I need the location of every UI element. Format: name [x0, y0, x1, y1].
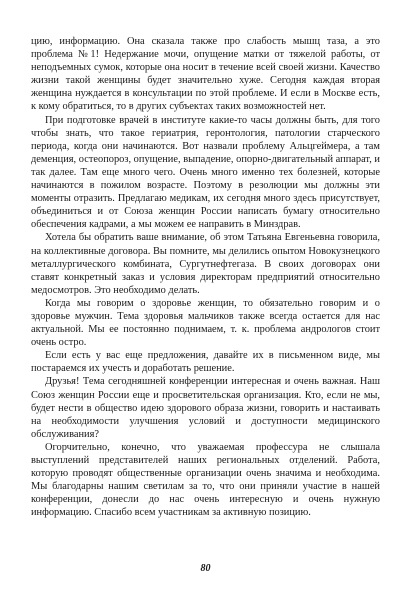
- paragraph: цию, информацию. Она сказала также про слабость мышц таза, а это проблема №1! Недержание мочи, опущение матки от тяжелой работы, от неподъемных сумок, которые она носит в течение всей своей жизни. Качество жизни такой женщины будет значительно хуже. Сегодня каждая вторая женщина нуждается в консультации по этой проблеме. И если в Москве есть, к кому обратиться, то в других субъектах таких возможностей нет.: [31, 36, 380, 113]
- paragraph: Когда мы говорим о здоровье женщин, то обязательно говорим и о здоровье мужчин. Тема здоровья мальчиков также всегда остается для нас актуальной. Мы ее постоянно поднимаем, т. к. проблема андрологов стоит очень остро.: [31, 297, 380, 349]
- paragraph: Огорчительно, конечно, что уважаемая профессура не слышала выступлений представителей наших региональных отделений. Работа, которую проводят общественные организации очень значима и необходима. Мы благодарны нашим светилам за то, что они приняли участие в нашей конференции, донесли до нас очень интересную и очень нужную информацию. Спасибо всем участникам за активную позицию.: [31, 441, 380, 519]
- paragraph: Если есть у вас еще предложения, давайте их в письменном виде, мы постараемся их учесть и доработать решение.: [31, 350, 380, 375]
- paragraph: Хотела бы обратить ваше внимание, об этом Татьяна Евгеньевна говорила, на коллективные договора. Вы помните, мы делились опытом Новокузнецкого металлургического комбината, Сургутнефтегаза. В своих договорах они ставят конкретный заказ и условия директорам предприятий относительно медосмотров. Это необходимо делать.: [31, 232, 380, 296]
- page-number: 80: [200, 563, 211, 574]
- paragraph: При подготовке врачей в институте какие-то часы должны быть, для того чтобы знать, что такое гериатрия, геронтология, патологии старческого периода, когда они начинаются. Вот назвали проблему Альцгеймера, а там деменция, остеопороз, опущение, выпадение, опорно-двигательный аппарат, и так далее. Там еще много чего. Очень много именно тех болезней, которые начинаются в пожилом возрасте. Поэтому в резолюции мы должны эти моменты отразить. Предлагаю медикам, их сегодня много здесь присутствует, объединиться и от Союза женщин России написать бумагу относительно обеспечения кадрами, а мы можем ее направить в Минздрав.: [31, 114, 380, 231]
- paragraph: Друзья! Тема сегодняшней конференции интересная и очень важная. Наш Союз женщин России еще и просветительская организация. Кто, если не мы, будет нести в общество идею здорового образа жизни, говорить и настаивать на необходимости улучшения условий и доступности медицинского обслуживания?: [31, 376, 380, 440]
- document-page: [31, 35, 380, 519]
